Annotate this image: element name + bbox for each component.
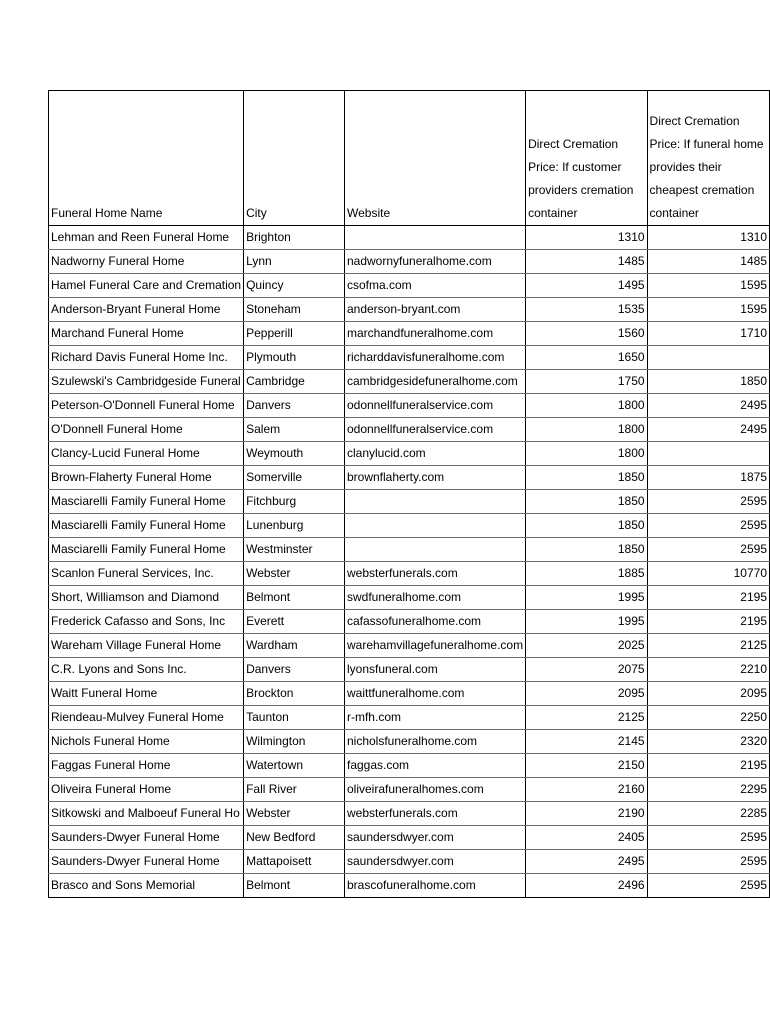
cell-price-funeral-container: 2285 — [647, 802, 769, 826]
cell-price-funeral-container: 2125 — [647, 634, 769, 658]
cell-price-customer-container: 2405 — [526, 826, 647, 850]
cell-city: Plymouth — [244, 346, 345, 370]
cell-price-customer-container: 1535 — [526, 298, 647, 322]
cell-price-customer-container: 1310 — [526, 226, 647, 250]
cell-price-funeral-container: 1485 — [647, 250, 769, 274]
header-website: Website — [344, 91, 525, 226]
cell-name: Richard Davis Funeral Home Inc. — [49, 346, 244, 370]
cell-website: brownflaherty.com — [344, 466, 525, 490]
header-city: City — [244, 91, 345, 226]
cell-price-customer-container: 2495 — [526, 850, 647, 874]
cell-city: Belmont — [244, 586, 345, 610]
cell-price-funeral-container: 2595 — [647, 826, 769, 850]
cell-city: Lynn — [244, 250, 345, 274]
cell-price-customer-container: 2190 — [526, 802, 647, 826]
cell-price-funeral-container: 2595 — [647, 514, 769, 538]
cell-name: Masciarelli Family Funeral Home — [49, 490, 244, 514]
cell-name: Masciarelli Family Funeral Home — [49, 514, 244, 538]
cell-website: saundersdwyer.com — [344, 850, 525, 874]
cell-city: Wilmington — [244, 730, 345, 754]
table-row — [49, 322, 770, 346]
cell-name: Oliveira Funeral Home — [49, 778, 244, 802]
cell-price-customer-container: 2145 — [526, 730, 647, 754]
table-row — [49, 658, 770, 682]
table-row — [49, 346, 770, 370]
funeral-price-table — [48, 90, 770, 898]
cell-name: Faggas Funeral Home — [49, 754, 244, 778]
cell-website: nadwornyfuneralhome.com — [344, 250, 525, 274]
cell-city: Webster — [244, 562, 345, 586]
cell-name: O'Donnell Funeral Home — [49, 418, 244, 442]
cell-price-funeral-container: 2250 — [647, 706, 769, 730]
table-row — [49, 634, 770, 658]
cell-city: Weymouth — [244, 442, 345, 466]
header-price-customer-text: Direct Cremation Price: If customer providers cremation container — [528, 137, 634, 220]
cell-price-customer-container: 1495 — [526, 274, 647, 298]
cell-website: marchandfuneralhome.com — [344, 322, 525, 346]
cell-name: Brown-Flaherty Funeral Home — [49, 466, 244, 490]
cell-price-customer-container: 1995 — [526, 586, 647, 610]
cell-city: Danvers — [244, 658, 345, 682]
cell-price-funeral-container: 2495 — [647, 394, 769, 418]
cell-price-customer-container: 1850 — [526, 538, 647, 562]
cell-name: Marchand Funeral Home — [49, 322, 244, 346]
cell-city: Watertown — [244, 754, 345, 778]
cell-city: Fitchburg — [244, 490, 345, 514]
table-row — [49, 250, 770, 274]
table-row — [49, 706, 770, 730]
table-row — [49, 682, 770, 706]
cell-price-funeral-container: 2495 — [647, 418, 769, 442]
cell-website: odonnellfuneralservice.com — [344, 418, 525, 442]
cell-city: Quincy — [244, 274, 345, 298]
table-row — [49, 394, 770, 418]
cell-price-customer-container: 1750 — [526, 370, 647, 394]
cell-name: Lehman and Reen Funeral Home — [49, 226, 244, 250]
cell-price-funeral-container: 2595 — [647, 850, 769, 874]
cell-city: Stoneham — [244, 298, 345, 322]
cell-website: csofma.com — [344, 274, 525, 298]
cell-website: faggas.com — [344, 754, 525, 778]
cell-website — [344, 514, 525, 538]
table-row — [49, 490, 770, 514]
cell-website: cafassofuneralhome.com — [344, 610, 525, 634]
cell-website: nicholsfuneralhome.com — [344, 730, 525, 754]
cell-price-funeral-container: 2595 — [647, 874, 769, 898]
cell-price-customer-container: 1850 — [526, 514, 647, 538]
cell-city: Everett — [244, 610, 345, 634]
cell-name: Short, Williamson and Diamond — [49, 586, 244, 610]
cell-website: websterfunerals.com — [344, 562, 525, 586]
cell-price-customer-container: 2075 — [526, 658, 647, 682]
cell-name: C.R. Lyons and Sons Inc. — [49, 658, 244, 682]
cell-price-funeral-container: 1850 — [647, 370, 769, 394]
cell-price-funeral-container: 2195 — [647, 610, 769, 634]
cell-price-customer-container: 1485 — [526, 250, 647, 274]
cell-name: Brasco and Sons Memorial — [49, 874, 244, 898]
cell-name: Nichols Funeral Home — [49, 730, 244, 754]
cell-city: Brockton — [244, 682, 345, 706]
cell-city: Belmont — [244, 874, 345, 898]
cell-city: Taunton — [244, 706, 345, 730]
cell-website — [344, 226, 525, 250]
table-row — [49, 298, 770, 322]
cell-website: odonnellfuneralservice.com — [344, 394, 525, 418]
table-row — [49, 562, 770, 586]
cell-name: Sitkowski and Malboeuf Funeral Ho — [49, 802, 244, 826]
cell-city: Cambridge — [244, 370, 345, 394]
cell-name: Riendeau-Mulvey Funeral Home — [49, 706, 244, 730]
cell-city: Wardham — [244, 634, 345, 658]
cell-price-customer-container: 1850 — [526, 490, 647, 514]
table-row — [49, 826, 770, 850]
cell-price-funeral-container: 2595 — [647, 538, 769, 562]
cell-city: Somerville — [244, 466, 345, 490]
cell-price-funeral-container: 2210 — [647, 658, 769, 682]
table-row — [49, 802, 770, 826]
cell-name: Nadworny Funeral Home — [49, 250, 244, 274]
cell-name: Szulewski's Cambridgeside Funeral — [49, 370, 244, 394]
cell-name: Hamel Funeral Care and Cremation — [49, 274, 244, 298]
cell-name: Frederick Cafasso and Sons, Inc — [49, 610, 244, 634]
table-row — [49, 370, 770, 394]
cell-price-customer-container: 2150 — [526, 754, 647, 778]
cell-name: Peterson-O'Donnell Funeral Home — [49, 394, 244, 418]
table-row — [49, 442, 770, 466]
cell-price-funeral-container — [647, 346, 769, 370]
cell-price-funeral-container — [647, 442, 769, 466]
cell-price-customer-container: 1560 — [526, 322, 647, 346]
cell-website: websterfunerals.com — [344, 802, 525, 826]
cell-city: Salem — [244, 418, 345, 442]
cell-price-customer-container: 2095 — [526, 682, 647, 706]
header-price-funeral-text: Direct Cremation Price: If funeral home provides their cheapest cremation container — [649, 114, 764, 220]
cell-city: Lunenburg — [244, 514, 345, 538]
cell-price-customer-container: 1850 — [526, 466, 647, 490]
cell-website: lyonsfuneral.com — [344, 658, 525, 682]
cell-price-customer-container: 2025 — [526, 634, 647, 658]
cell-city: New Bedford — [244, 826, 345, 850]
table-row — [49, 538, 770, 562]
cell-price-funeral-container: 2595 — [647, 490, 769, 514]
cell-city: Pepperill — [244, 322, 345, 346]
cell-price-customer-container: 2496 — [526, 874, 647, 898]
table-row — [49, 610, 770, 634]
header-price-funeral-container — [647, 91, 769, 226]
table-row — [49, 586, 770, 610]
cell-price-funeral-container: 1875 — [647, 466, 769, 490]
cell-website: r-mfh.com — [344, 706, 525, 730]
cell-price-customer-container: 2125 — [526, 706, 647, 730]
cell-name: Wareham Village Funeral Home — [49, 634, 244, 658]
cell-city: Fall River — [244, 778, 345, 802]
table-row — [49, 466, 770, 490]
cell-price-customer-container: 1885 — [526, 562, 647, 586]
cell-name: Anderson-Bryant Funeral Home — [49, 298, 244, 322]
cell-price-funeral-container: 2295 — [647, 778, 769, 802]
cell-website: clanylucid.com — [344, 442, 525, 466]
table-row — [49, 226, 770, 250]
cell-website — [344, 538, 525, 562]
cell-price-funeral-container: 2320 — [647, 730, 769, 754]
table-row — [49, 754, 770, 778]
table-row — [49, 418, 770, 442]
cell-name: Saunders-Dwyer Funeral Home — [49, 850, 244, 874]
cell-price-funeral-container: 2195 — [647, 754, 769, 778]
header-row — [49, 91, 770, 226]
cell-website: oliveirafuneralhomes.com — [344, 778, 525, 802]
header-name: Funeral Home Name — [49, 91, 244, 226]
spreadsheet — [48, 90, 770, 898]
table-row — [49, 850, 770, 874]
table-row — [49, 514, 770, 538]
table-row — [49, 274, 770, 298]
cell-city: Mattapoisett — [244, 850, 345, 874]
cell-website: cambridgesidefuneralhome.com — [344, 370, 525, 394]
cell-price-funeral-container: 1710 — [647, 322, 769, 346]
cell-city: Danvers — [244, 394, 345, 418]
header-price-customer-container — [526, 91, 647, 226]
cell-name: Saunders-Dwyer Funeral Home — [49, 826, 244, 850]
cell-price-funeral-container: 1595 — [647, 274, 769, 298]
cell-city: Brighton — [244, 226, 345, 250]
cell-name: Masciarelli Family Funeral Home — [49, 538, 244, 562]
cell-price-funeral-container: 2195 — [647, 586, 769, 610]
cell-website: waittfuneralhome.com — [344, 682, 525, 706]
cell-website — [344, 490, 525, 514]
cell-price-customer-container: 1800 — [526, 418, 647, 442]
cell-name: Clancy-Lucid Funeral Home — [49, 442, 244, 466]
cell-price-funeral-container: 1310 — [647, 226, 769, 250]
cell-website: swdfuneralhome.com — [344, 586, 525, 610]
cell-website: richarddavisfuneralhome.com — [344, 346, 525, 370]
cell-website: anderson-bryant.com — [344, 298, 525, 322]
cell-price-funeral-container: 10770 — [647, 562, 769, 586]
cell-name: Waitt Funeral Home — [49, 682, 244, 706]
table-row — [49, 874, 770, 898]
cell-city: Webster — [244, 802, 345, 826]
cell-price-customer-container: 1650 — [526, 346, 647, 370]
cell-website: warehamvillagefuneralhome.com — [344, 634, 525, 658]
cell-name: Scanlon Funeral Services, Inc. — [49, 562, 244, 586]
cell-price-customer-container: 2160 — [526, 778, 647, 802]
cell-price-funeral-container: 1595 — [647, 298, 769, 322]
cell-city: Westminster — [244, 538, 345, 562]
cell-price-customer-container: 1800 — [526, 394, 647, 418]
cell-website: brascofuneralhome.com — [344, 874, 525, 898]
cell-price-funeral-container: 2095 — [647, 682, 769, 706]
cell-website: saundersdwyer.com — [344, 826, 525, 850]
table-row — [49, 778, 770, 802]
table-row — [49, 730, 770, 754]
cell-price-customer-container: 1995 — [526, 610, 647, 634]
cell-price-customer-container: 1800 — [526, 442, 647, 466]
